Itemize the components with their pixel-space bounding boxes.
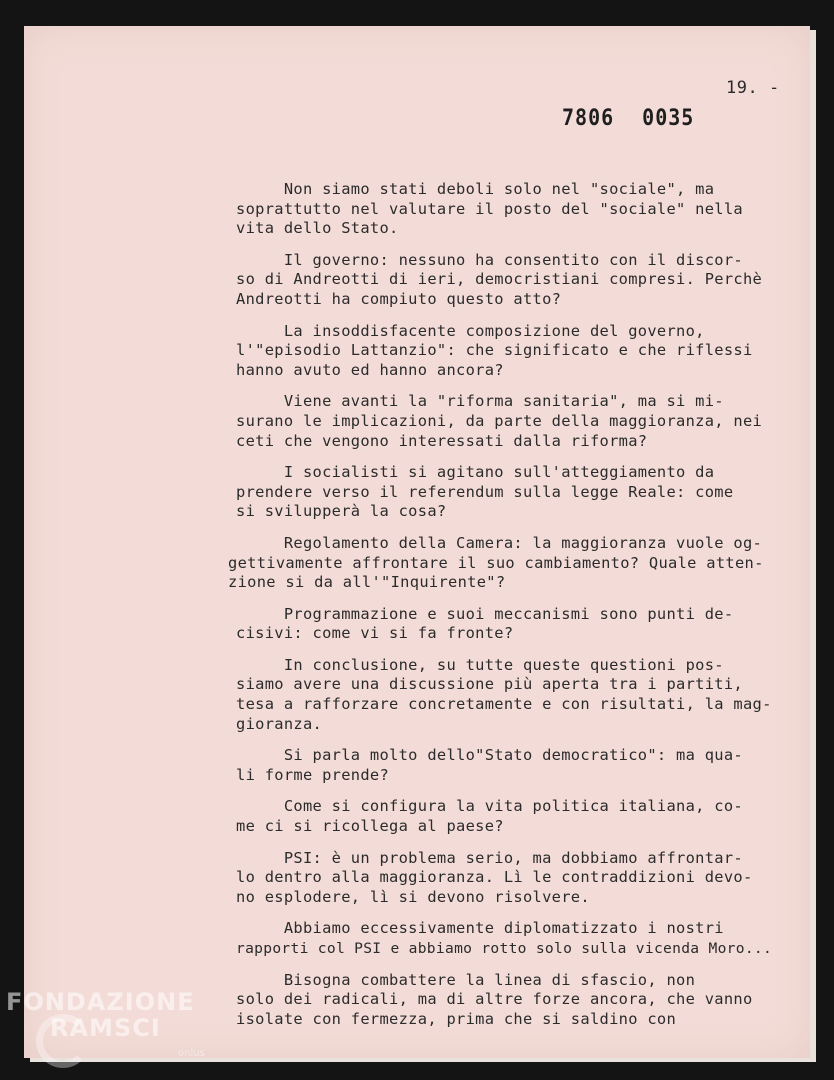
text-line: tesa a rafforzare concretamente e con risultati, la mag- <box>236 695 772 714</box>
text-line: solo dei radicali, ma di altre forze ancora, che vanno <box>236 990 753 1009</box>
text-line: gioranza. <box>236 714 323 733</box>
text-line: Come si configura la vita politica italiana, co- <box>236 797 743 816</box>
text-line: li forme prende? <box>236 765 390 784</box>
text-line: Bisogna combattere la linea di sfascio, non <box>236 970 696 989</box>
text-line: lo dentro alla maggioranza. Lì le contraddizioni devo- <box>236 868 753 887</box>
paragraph <box>228 534 806 593</box>
paragraph <box>236 392 806 451</box>
paragraph <box>236 797 806 836</box>
archive-code-right: 0035 <box>642 104 695 131</box>
text-line: si svilupperà la cosa? <box>236 502 447 521</box>
text-line: vita dello Stato. <box>236 219 399 238</box>
archive-code <box>562 104 694 130</box>
text-line: prendere verso il referendum sulla legge Reale: come <box>236 482 734 501</box>
text-line: Viene avanti la "riforma sanitaria", ma si mi- <box>236 392 724 411</box>
text-line: PSI: è un problema serio, ma dobbiamo affrontar- <box>236 848 743 867</box>
text-line: In conclusione, su tutte queste questioni pos- <box>236 655 724 674</box>
paragraph <box>236 919 806 958</box>
text-line: La insoddisfacente composizione del governo, <box>236 321 705 340</box>
paragraph <box>236 322 806 381</box>
paragraph <box>236 656 806 734</box>
text-line: ceti che vengono interessati dalla riforma? <box>236 431 648 450</box>
paragraph <box>236 746 806 785</box>
text-line: siamo avere una discussione più aperta tra i partiti, <box>236 675 743 694</box>
logo-line-1: FONDAZIONE <box>6 988 195 1016</box>
text-line: Programmazione e suoi meccanismi sono punti de- <box>236 604 734 623</box>
text-line: gettivamente affrontare il suo cambiamento? Quale atten- <box>228 553 764 572</box>
text-line: l'"episodio Lattanzio": che significato e che riflessi <box>236 341 753 360</box>
text-line: Si parla molto dello"Stato democratico": ma qua- <box>236 746 743 765</box>
logo-subtitle: onlus <box>178 1048 205 1059</box>
text-line: isolate con fermezza, prima che si saldino con <box>236 1009 677 1028</box>
text-line: I socialisti si agitano sull'atteggiamento da <box>236 463 715 482</box>
paragraph <box>236 605 806 644</box>
text-line: Il governo: nessuno ha consentito con il discor- <box>236 250 743 269</box>
paragraph <box>236 463 806 522</box>
text-line: surano le implicazioni, da parte della maggioranza, nei <box>236 411 763 430</box>
logo-line-2: RAMSCI <box>50 1014 161 1042</box>
text-line: Abbiamo eccessivamente diplomatizzato i nostri <box>236 919 724 938</box>
text-line: rapporti col PSI e abbiamo rotto solo sulla vicenda Moro... <box>236 940 773 957</box>
text-line: soprattutto nel valutare il posto del "sociale" nella <box>236 199 743 218</box>
text-line: Regolamento della Camera: la maggioranza vuole og- <box>236 533 763 552</box>
text-line: cisivi: come vi si fa fronte? <box>236 624 514 643</box>
text-line: so di Andreotti di ieri, democristiani compresi. Perchè <box>236 270 763 289</box>
text-line: zione si da all'"Inquirente"? <box>228 573 506 592</box>
g-logo-icon <box>36 1014 90 1068</box>
paragraph <box>236 251 806 310</box>
fondazione-gramsci-watermark <box>6 988 205 1059</box>
page-number: 19. - <box>726 78 780 98</box>
text-line: Non siamo stati deboli solo nel "sociale", ma <box>236 180 715 198</box>
text-line: me ci si ricollega al paese? <box>236 817 504 836</box>
paragraph <box>236 180 806 239</box>
text-line: hanno avuto ed hanno ancora? <box>236 360 504 379</box>
text-line: Andreotti ha compiuto questo atto? <box>236 289 562 308</box>
archive-code-left: 7806 <box>562 104 615 131</box>
paragraph <box>236 849 806 908</box>
text-line: no esplodere, lì si devono risolvere. <box>236 887 590 906</box>
typewritten-body <box>228 180 806 1041</box>
paragraph <box>236 971 806 1030</box>
